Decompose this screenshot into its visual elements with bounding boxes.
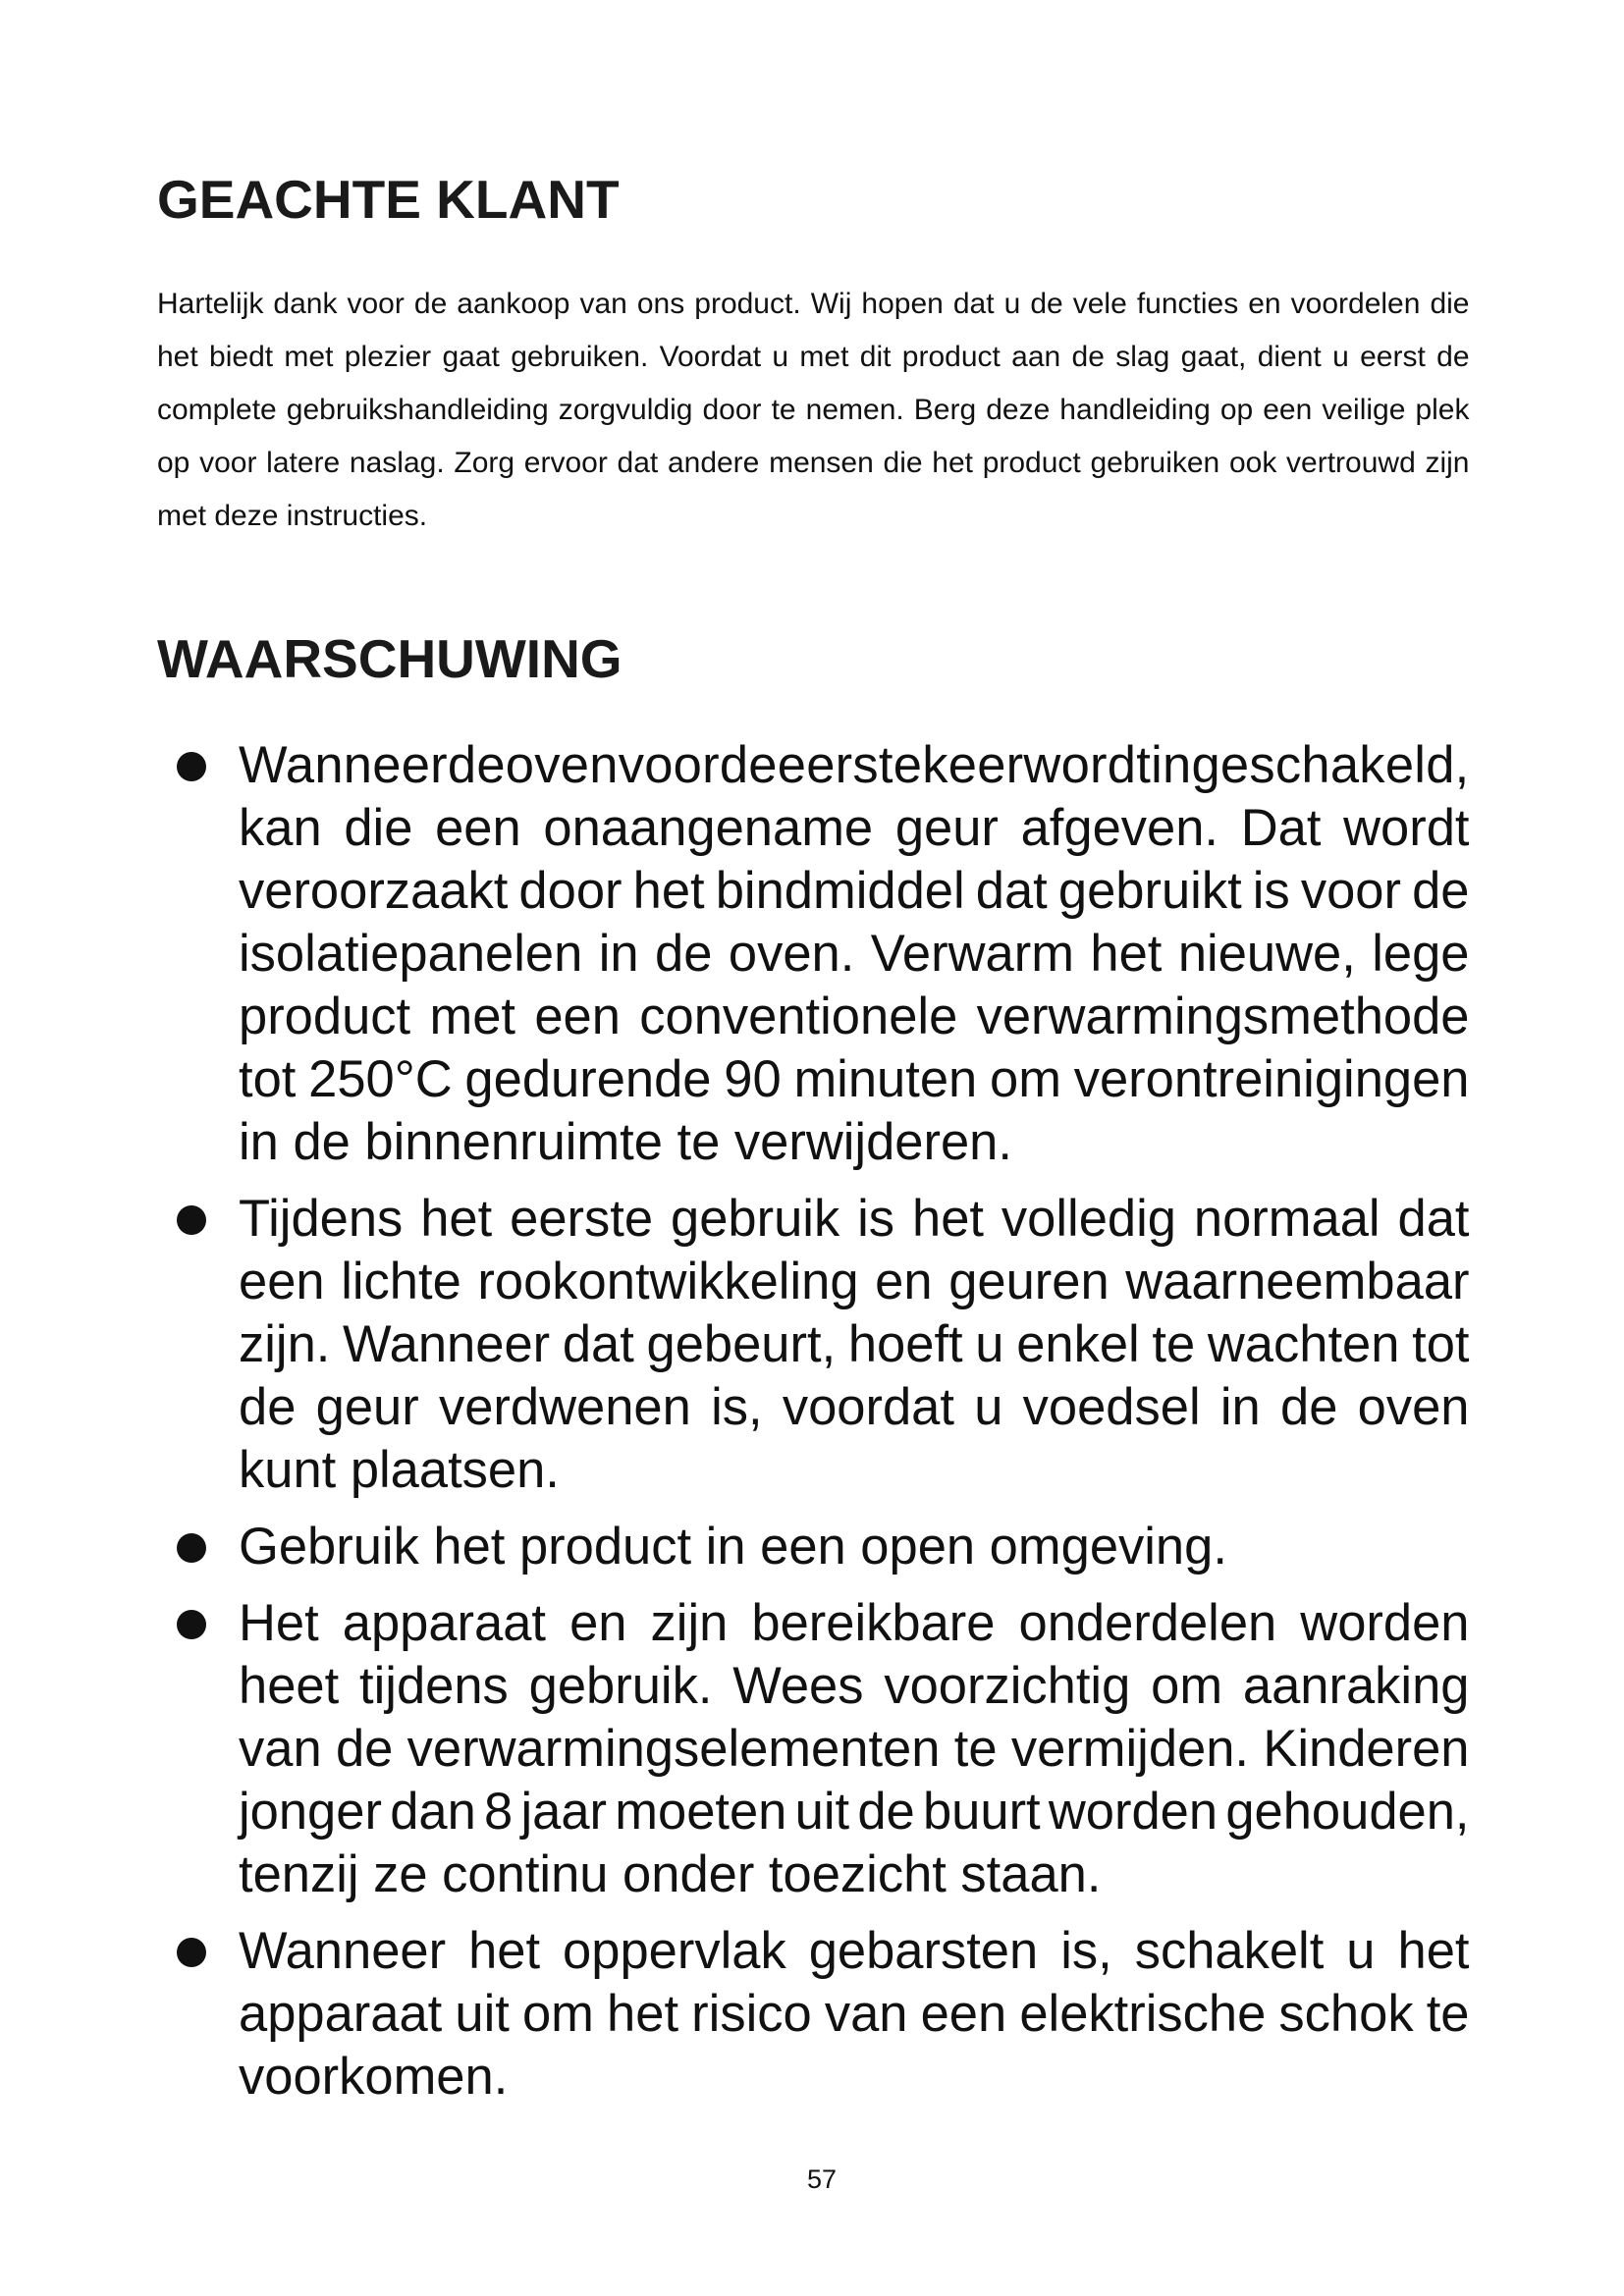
paragraph-line: op voor latere naslag. Zorg ervoor dat andere mensen die het product gebruiken ook vertrouwd zijn [157, 447, 1470, 479]
warning-item-line: product met een conventionele verwarmingsmethode [239, 988, 1470, 1045]
paragraph-line: het biedt met plezier gaat gebruiken. Voordat u met dit product aan de slag gaat, dient u eerst de [157, 341, 1470, 373]
page-number: 57 [806, 2164, 838, 2194]
warning-item [239, 1592, 1470, 1906]
warning-item-line: Het apparaat en zijn bereikbare onderdelen worden [239, 1594, 1470, 1652]
warning-item-line: tenzij ze continu onder toezicht staan. [239, 1845, 1102, 1903]
warning-item-line: zijn. Wanneer dat gebeurt, hoeft u enkel te wachten tot [239, 1315, 1470, 1373]
warning-item-line: kan die een onaangename geur afgeven. Dat wordt [239, 799, 1470, 857]
warning-list [239, 734, 1470, 2122]
bullet-icon [177, 1533, 206, 1563]
warning-item-line: isolatiepanelen in de oven. Verwarm het nieuwe, lege [239, 925, 1470, 983]
paragraph-line: met deze instructies. [157, 500, 428, 532]
greeting-paragraph [157, 278, 1470, 543]
bullet-icon [177, 752, 206, 781]
warning-item-line: in de binnenruimte te verwijderen. [239, 1113, 1012, 1171]
warning-item-line: een lichte rookontwikkeling en geuren waarneembaar [239, 1253, 1470, 1310]
warning-item-line: Wanneerdeovenvoordeeerstekeerwordtingeschakeld, [239, 736, 1470, 794]
warning-item-line: Wanneer het oppervlak gebarsten is, schakelt u het [239, 1922, 1470, 1980]
warning-item [239, 1920, 1470, 2109]
warning-item [239, 734, 1470, 1174]
warning-item-line: voorkomen. [239, 2048, 509, 2106]
bullet-icon [177, 1938, 206, 1967]
warning-item [239, 1188, 1470, 1502]
bullet-icon [177, 1610, 206, 1639]
greeting-heading: GEACHTE KLANT [157, 169, 620, 230]
paragraph-line: complete gebruikshandleiding zorgvuldig door te nemen. Berg deze handleiding op een veilige plek [157, 394, 1470, 426]
warning-item-line: kunt plaatsen. [239, 1441, 560, 1499]
warning-heading: WAARSCHUWING [157, 628, 623, 689]
warning-item-line: Tijdens het eerste gebruik is het volledig normaal dat [239, 1190, 1470, 1248]
warning-item [239, 1516, 1470, 1578]
warning-item-line: veroorzaakt door het bindmiddel dat gebruikt is voor de [239, 862, 1470, 920]
warning-item-line: apparaat uit om het risico van een elektrische schok te [239, 1985, 1470, 2043]
warning-item-line: van de verwarmingselementen te vermijden. Kinderen [239, 1720, 1470, 1778]
warning-item-line: tot 250°C gedurende 90 minuten om verontreinigingen [239, 1050, 1470, 1108]
warning-item-line: jonger dan 8 jaar moeten uit de buurt worden gehouden, [239, 1783, 1470, 1841]
paragraph-line: Hartelijk dank voor de aankoop van ons product. Wij hopen dat u de vele functies en voordelen die [157, 288, 1470, 320]
warning-item-line: de geur verdwenen is, voordat u voedsel in de oven [239, 1378, 1470, 1436]
warning-item-line: Gebruik het product in een open omgeving. [239, 1518, 1227, 1575]
bullet-icon [177, 1205, 206, 1235]
warning-item-line: heet tijdens gebruik. Wees voorzichtig om aanraking [239, 1657, 1470, 1715]
